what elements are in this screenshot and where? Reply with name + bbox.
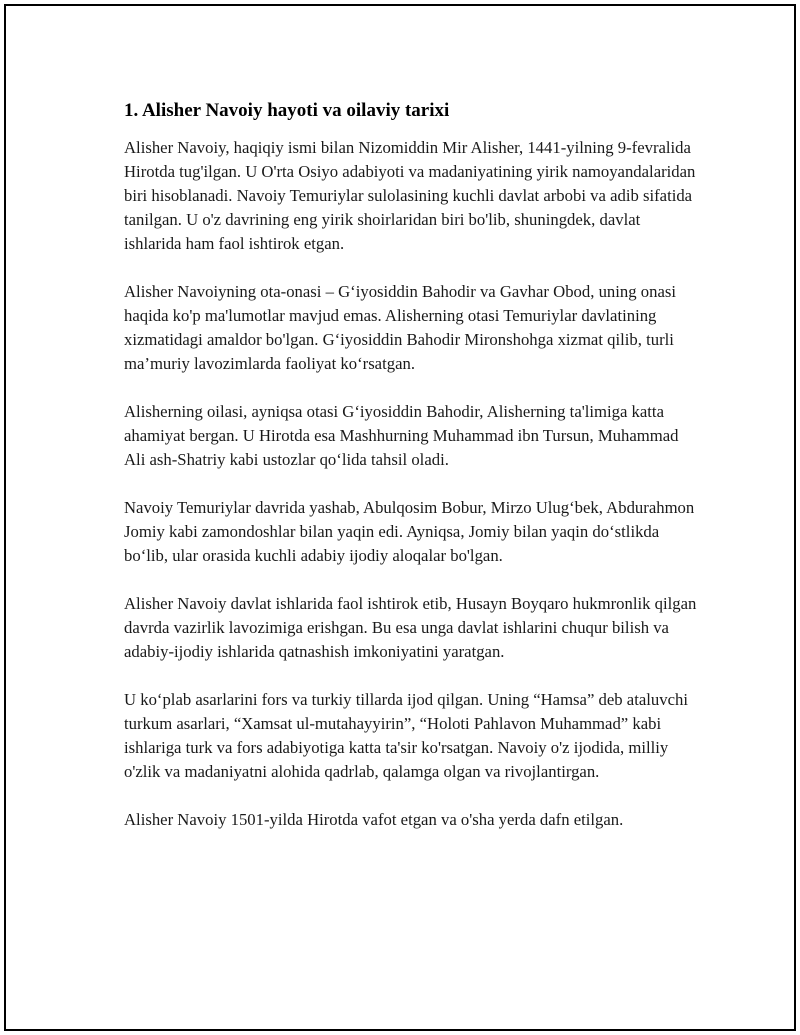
paragraph-4: Navoiy Temuriylar davrida yashab, Abulqosim Bobur, Mirzo Ulug‘bek, Abdurahmon Jomiy kabi zamondoshlar bilan yaqin edi. Ayniqsa, Jomiy bilan yaqin do‘stlikda bo‘lib, ular orasida kuchli adabiy ijodiy aloqalar bo'lgan. — [124, 498, 695, 565]
document-title: 1. Alisher Navoiy hayoti va oilaviy tarixi — [124, 100, 450, 121]
document-body — [118, 96, 700, 856]
paragraph-7: Alisher Navoiy 1501-yilda Hirotda vafot etgan va o'sha yerda dafn etilgan. — [124, 810, 624, 829]
paragraph-1: Alisher Navoiy, haqiqiy ismi bilan Nizomiddin Mir Alisher, 1441-yilning 9-fevralida Hirotda tug'ilgan. U O'rta Osiyo adabiyoti va madaniyatining yirik namoyandalaridan biri hisoblanadi. Navoiy Temuriylar sulolasining kuchli davlat arbobi va adib sifatida tanilgan. U o'z davrining eng yirik shoirlaridan biri bo'lib, shuningdek, davlat ishlarida ham faol ishtirok etgan. — [124, 138, 696, 253]
paragraph-6: U ko‘plab asarlarini fors va turkiy tillarda ijod qilgan. Uning “Hamsa” deb ataluvchi turkum asarlari, “Xamsat ul-mutahayyirin”, “Holoti Pahlavon Muhammad” kabi ishlariga turk va fors adabiyotiga katta ta'sir ko'rsatgan. Navoiy o'z ijodida, milliy o'zlik va madaniyatni alohida qadrlab, qalamga olgan va rivojlantirgan. — [124, 690, 688, 781]
paragraph-2: Alisher Navoiyning ota-onasi – G‘iyosiddin Bahodir va Gavhar Obod, uning onasi haqida ko'p ma'lumotlar mavjud emas. Alisherning otasi Temuriylar davlatining xizmatidagi amaldor bo'lgan. G‘iyosiddin Bahodir Mironshohga xizmat qilib, turli ma’muriy lavozimlarda faoliyat ko‘rsatgan. — [124, 282, 676, 373]
paragraph-5: Alisher Navoiy davlat ishlarida faol ishtirok etib, Husayn Boyqaro hukmronlik qilgan davrda vazirlik lavozimiga erishgan. Bu esa unga davlat ishlarini chuqur bilish va adabiy-ijodiy ishlarida qatnashish imkoniyatini yaratgan. — [124, 594, 697, 661]
paragraph-3: Alisherning oilasi, ayniqsa otasi G‘iyosiddin Bahodir, Alisherning ta'limiga katta ahamiyat bergan. U Hirotda esa Mashhurning Muhammad ibn Tursun, Muhammad Ali ash-Shatriy kabi ustozlar qo‘lida tahsil oladi. — [124, 402, 679, 469]
page-frame — [4, 4, 796, 1031]
